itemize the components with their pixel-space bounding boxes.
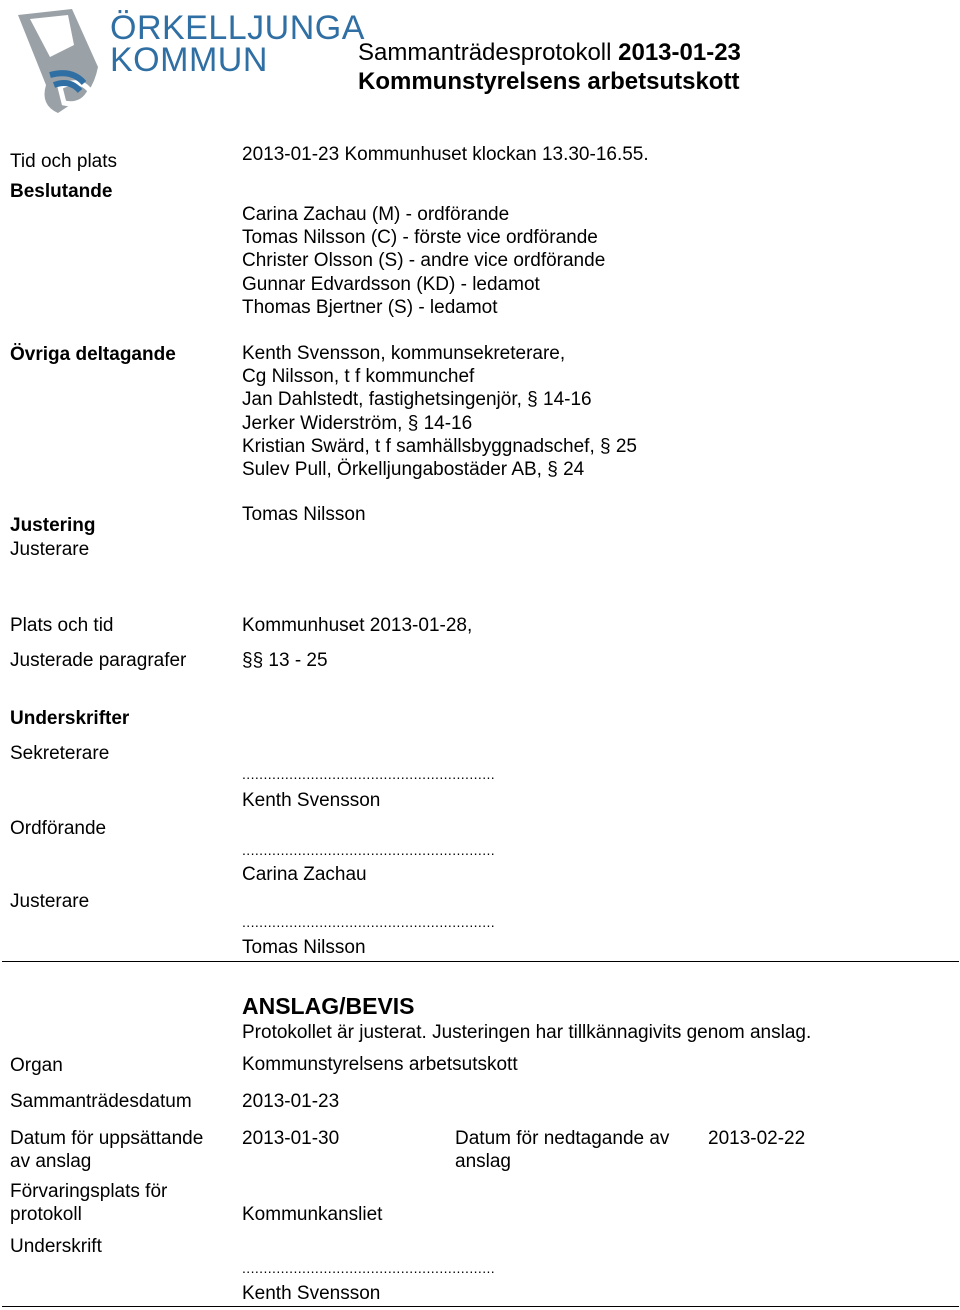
participant: Kristian Swärd, t f samhällsbyggnadschef, § 25 [242,435,637,457]
justerare-label: Justerare [10,539,90,560]
time-place-value: 2013-01-23 Kommunhuset klockan 13.30-16.55. [242,144,649,165]
others-list [242,342,637,481]
decision-maker: Gunnar Edvardsson (KD) - ledamot [242,273,540,295]
signature-name: Kenth Svensson [242,1283,381,1304]
decision-maker: Christer Olsson (S) - andre vice ordförande [242,250,606,272]
adjuster-signature-line: ........................................................... [242,914,496,930]
chair-label: Ordförande [10,818,107,839]
time-place-label: Tid och plats [10,151,118,172]
participant: Sulev Pull, Örkelljungabostäder AB, § 24 [242,459,585,481]
justering-label: Justering [10,515,96,536]
signatures-heading: Underskrifter [10,708,130,729]
logo-line2: KOMMUN [110,41,268,79]
participant: Kenth Svensson, kommunsekreterare, [242,343,566,364]
participant: Cg Nilsson, t f kommunchef [242,366,475,388]
removed-value: 2013-02-22 [708,1128,806,1149]
place-time-value: Kommunhuset 2013-01-28, [242,615,473,636]
decision-maker: Tomas Nilsson (C) - förste vice ordförande [242,227,598,249]
participant: Jan Dahlstedt, fastighetsingenjör, § 14-16 [242,389,592,411]
organ-value: Kommunstyrelsens arbetsutskott [242,1054,518,1075]
organ-label: Organ [10,1055,63,1076]
secretary-signature-line: ........................................................... [242,766,496,782]
committee-title: Kommunstyrelsens arbetsutskott [358,68,740,95]
storage-value: Kommunkansliet [242,1204,383,1225]
protocol-title [358,38,741,67]
storage-label: Förvaringsplats för protokoll [10,1181,168,1225]
posted-label: Datum för uppsättande av anslag [10,1128,204,1172]
decision-makers-label: Beslutande [10,181,113,202]
meeting-date-value: 2013-01-23 [242,1091,340,1112]
decision-maker: Carina Zachau (M) - ordförande [242,204,510,225]
meeting-date-label: Sammanträdesdatum [10,1091,192,1112]
notice-heading: ANSLAG/BEVIS [242,993,415,1019]
place-time-label: Plats och tid [10,615,114,636]
secretary-label: Sekreterare [10,743,110,764]
decision-makers-list [242,203,605,319]
section-divider-top [2,961,959,962]
notice-statement: Protokollet är justerat. Justeringen har tillkännagivits genom anslag. [242,1022,812,1043]
protocol-date: 2013-01-23 [618,39,741,66]
participant: Jerker Widerström, § 14-16 [242,412,473,434]
signature-line: ........................................................... [242,1260,496,1276]
paragraphs-value: §§ 13 - 25 [242,650,328,671]
secretary-name: Kenth Svensson [242,790,381,811]
chair-signature-line: ........................................................... [242,842,496,858]
logo-line1: ÖRKELLJUNGA [110,9,365,47]
section-divider-bottom [2,1306,959,1307]
chair-name: Carina Zachau [242,864,367,885]
decision-maker: Thomas Bjertner (S) - ledamot [242,296,498,318]
others-label: Övriga deltagande [10,344,176,365]
adjuster-label: Justerare [10,891,90,912]
paragraphs-label: Justerade paragrafer [10,650,187,671]
removed-label: Datum för nedtagande av anslag [455,1128,670,1172]
municipality-logo [10,5,105,115]
protocol-title-prefix: Sammanträdesprotokoll [358,39,612,66]
justerare-value: Tomas Nilsson [242,504,366,525]
adjuster-name: Tomas Nilsson [242,937,366,958]
signature-label: Underskrift [10,1236,102,1257]
posted-value: 2013-01-30 [242,1128,340,1149]
